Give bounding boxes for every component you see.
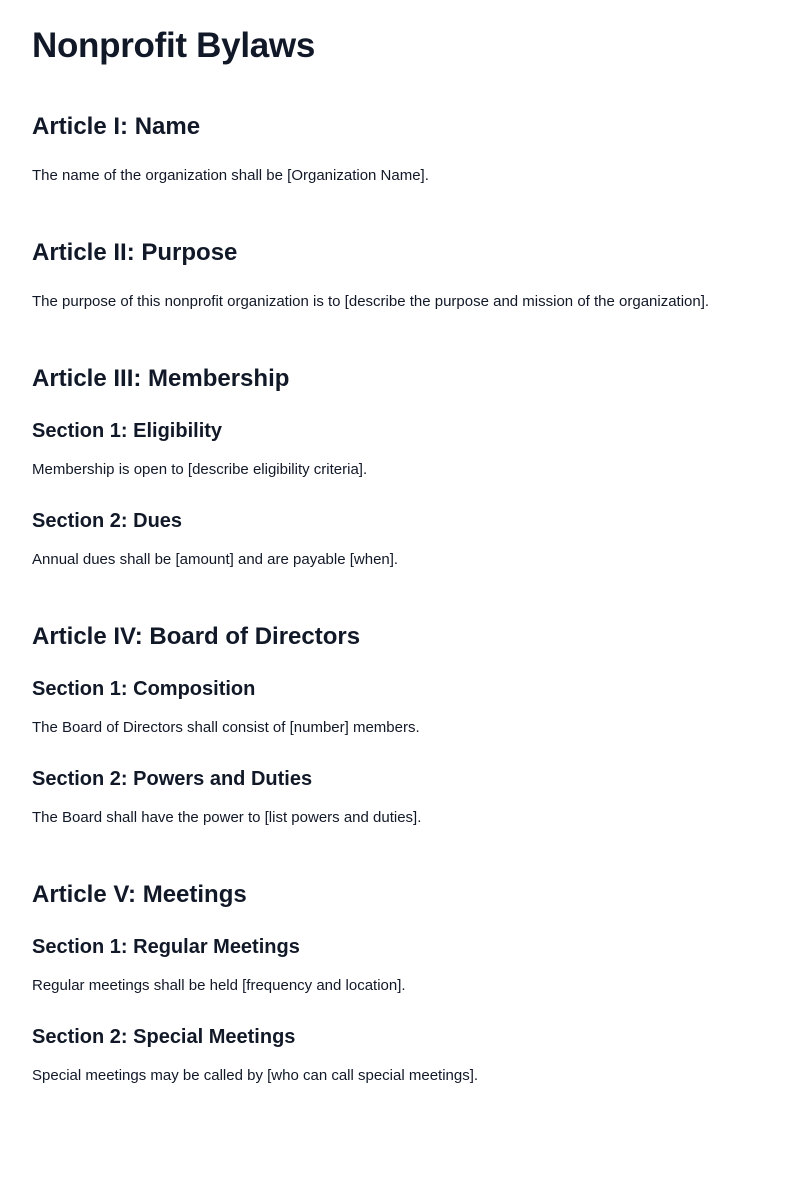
section-heading: Section 1: Eligibility xyxy=(32,420,223,442)
article-heading: Article III: Membership xyxy=(32,365,290,392)
section-heading: Section 2: Powers and Duties xyxy=(32,768,313,790)
section-text: Annual dues shall be [amount] and are payable [when]. xyxy=(32,551,399,568)
article-membership xyxy=(32,364,768,570)
article-meetings xyxy=(32,880,768,1086)
article-text: The purpose of this nonprofit organization is to [describe the purpose and mission of the organization]. xyxy=(32,293,710,310)
section-text: The Board shall have the power to [list powers and duties]. xyxy=(32,809,422,826)
article-text: The name of the organization shall be [Organization Name]. xyxy=(32,167,429,184)
article-heading: Article V: Meetings xyxy=(32,881,247,908)
section-special-meetings xyxy=(32,1024,768,1086)
section-text: Special meetings may be called by [who can call special meetings]. xyxy=(32,1067,479,1084)
section-dues xyxy=(32,508,768,570)
article-heading: Article II: Purpose xyxy=(32,239,238,266)
article-purpose xyxy=(32,238,768,312)
section-heading: Section 2: Dues xyxy=(32,510,183,532)
article-name xyxy=(32,112,768,186)
section-regular-meetings xyxy=(32,934,768,996)
document-title: Nonprofit Bylaws xyxy=(32,26,315,65)
section-composition xyxy=(32,676,768,738)
section-text: Membership is open to [describe eligibility criteria]. xyxy=(32,461,368,478)
article-heading: Article IV: Board of Directors xyxy=(32,623,361,650)
section-powers-and-duties xyxy=(32,766,768,828)
article-board-of-directors xyxy=(32,622,768,828)
section-heading: Section 1: Composition xyxy=(32,678,256,700)
section-heading: Section 2: Special Meetings xyxy=(32,1026,296,1048)
section-heading: Section 1: Regular Meetings xyxy=(32,936,300,958)
article-heading: Article I: Name xyxy=(32,113,201,140)
section-eligibility xyxy=(32,418,768,480)
section-text: Regular meetings shall be held [frequency and location]. xyxy=(32,977,406,994)
section-text: The Board of Directors shall consist of [number] members. xyxy=(32,719,420,736)
